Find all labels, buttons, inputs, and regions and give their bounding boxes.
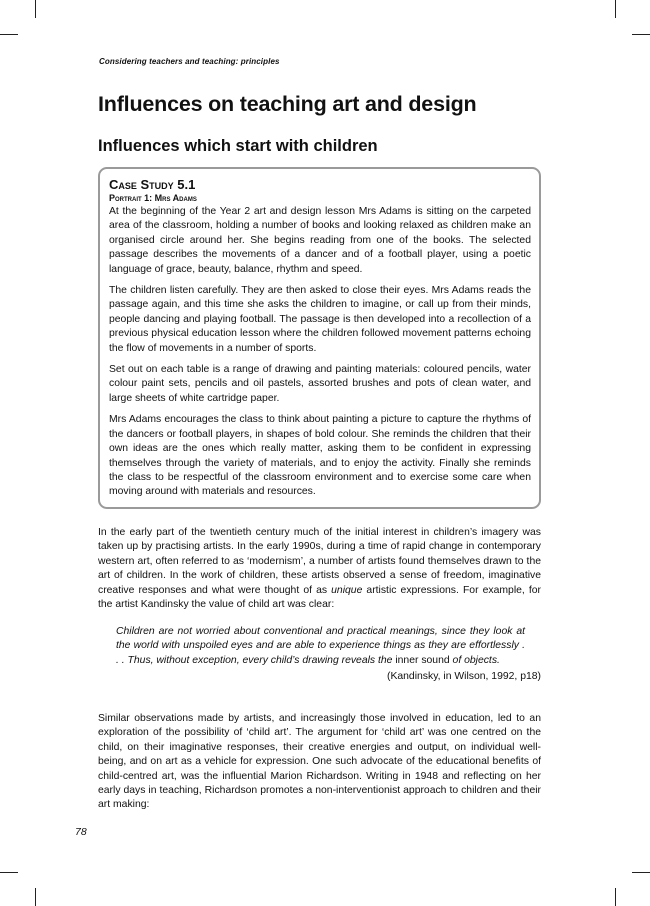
crop-mark [35,888,36,906]
case-study-subtitle: Portrait 1: Mrs Adams [109,193,197,203]
body-paragraph [98,526,541,612]
quote-italic: of objects. [449,654,500,666]
crop-mark [35,0,36,18]
case-study-box [98,167,541,509]
body-text-span: artistic expressions. For example, for the artist Kandinsky the value of child art was clear: [98,584,541,611]
section-title: Influences which start with children [98,137,378,155]
crop-mark [615,0,616,18]
block-quote [116,625,541,685]
case-study-paragraph: Set out on each table is a range of drawing and painting materials: coloured pencils, water colour paint sets, pencils and oil pastels, assorted brushes and pots of clean water, and large sheets of white cartridge paper. [109,364,531,404]
body-paragraph: Similar observations made by artists, and increasingly those involved in education, led to an exploration of the possibility of ‘child art’. The argument for ‘child art’ was one centred on the child, on their imaginative responses, their creative energies and output, on individual well-being, and on art as a vehicle for expression. One such advocate of the educational benefits of child-centred art, was the influential Marion Richardson. Writing in 1948 and reflecting on her early days in teaching, Richardson promotes a non-interventionist approach to children and their art making: [98,713,541,811]
quote-roman: inner sound [392,654,450,666]
quote-italic: Children are not worried about conventional and practical meanings, since they look at the world with unspoiled eyes and are able to experience things as they are effortlessly . . . Thus, without exception, every child’s drawing reveals the [116,626,525,666]
case-study-paragraph: The children listen carefully. They are then asked to close their eyes. Mrs Adams reads the passage again, and this time she asks the children to imagine, or call up from their minds, people dancing and playing football. The passage is then developed into a recollection of a previous physical education lesson where the children followed movement patterns echoing the flow of movements in a number of sports. [109,285,531,354]
running-head: Considering teachers and teaching: principles [99,57,280,66]
page-number: 78 [75,826,87,838]
crop-mark [632,872,650,873]
quote-text [116,625,525,668]
case-study-paragraph: Mrs Adams encourages the class to think about painting a picture to capture the rhythms of the dancers or football players, in shapes of bold colour. She reminds the children that their own ideas are the ones which really matter, asking them to be confident in expressing themselves through the variety of materials, and to enjoy the activity. Finally she reminds the class to be respectful of the classroom environment and to exercise some care when moving around with materials and resources. [109,414,531,498]
emphasis: unique [331,584,363,596]
body-text-span: In the early part of the twentieth century much of the initial interest in children’s imagery was taken up by practising artists. In the early 1990s, during a time of rapid change in contemporary western art, often referred to as ‘modernism’, a number of artists found themselves drawn to the art of children. In the work of children, these artists observed a sense of freedom, imaginative creative responses and what were thought of as [98,527,541,596]
crop-mark [615,888,616,906]
crop-mark [632,34,650,35]
case-study-paragraph: At the beginning of the Year 2 art and design lesson Mrs Adams is sitting on the carpeted area of the classroom, holding a number of books and looking relaxed as children make an organised circle around her. She begins reading from one of the books. The selected passage describes the movements of a dancer and of a football player, using a poetic language of grace, beauty, balance, rhythm and speed. [109,206,531,275]
chapter-title: Influences on teaching art and design [98,92,477,116]
crop-mark [0,872,18,873]
quote-citation: (Kandinsky, in Wilson, 1992, p18) [386,671,541,683]
crop-mark [0,34,18,35]
case-study-title: Case Study 5.1 [109,177,196,192]
